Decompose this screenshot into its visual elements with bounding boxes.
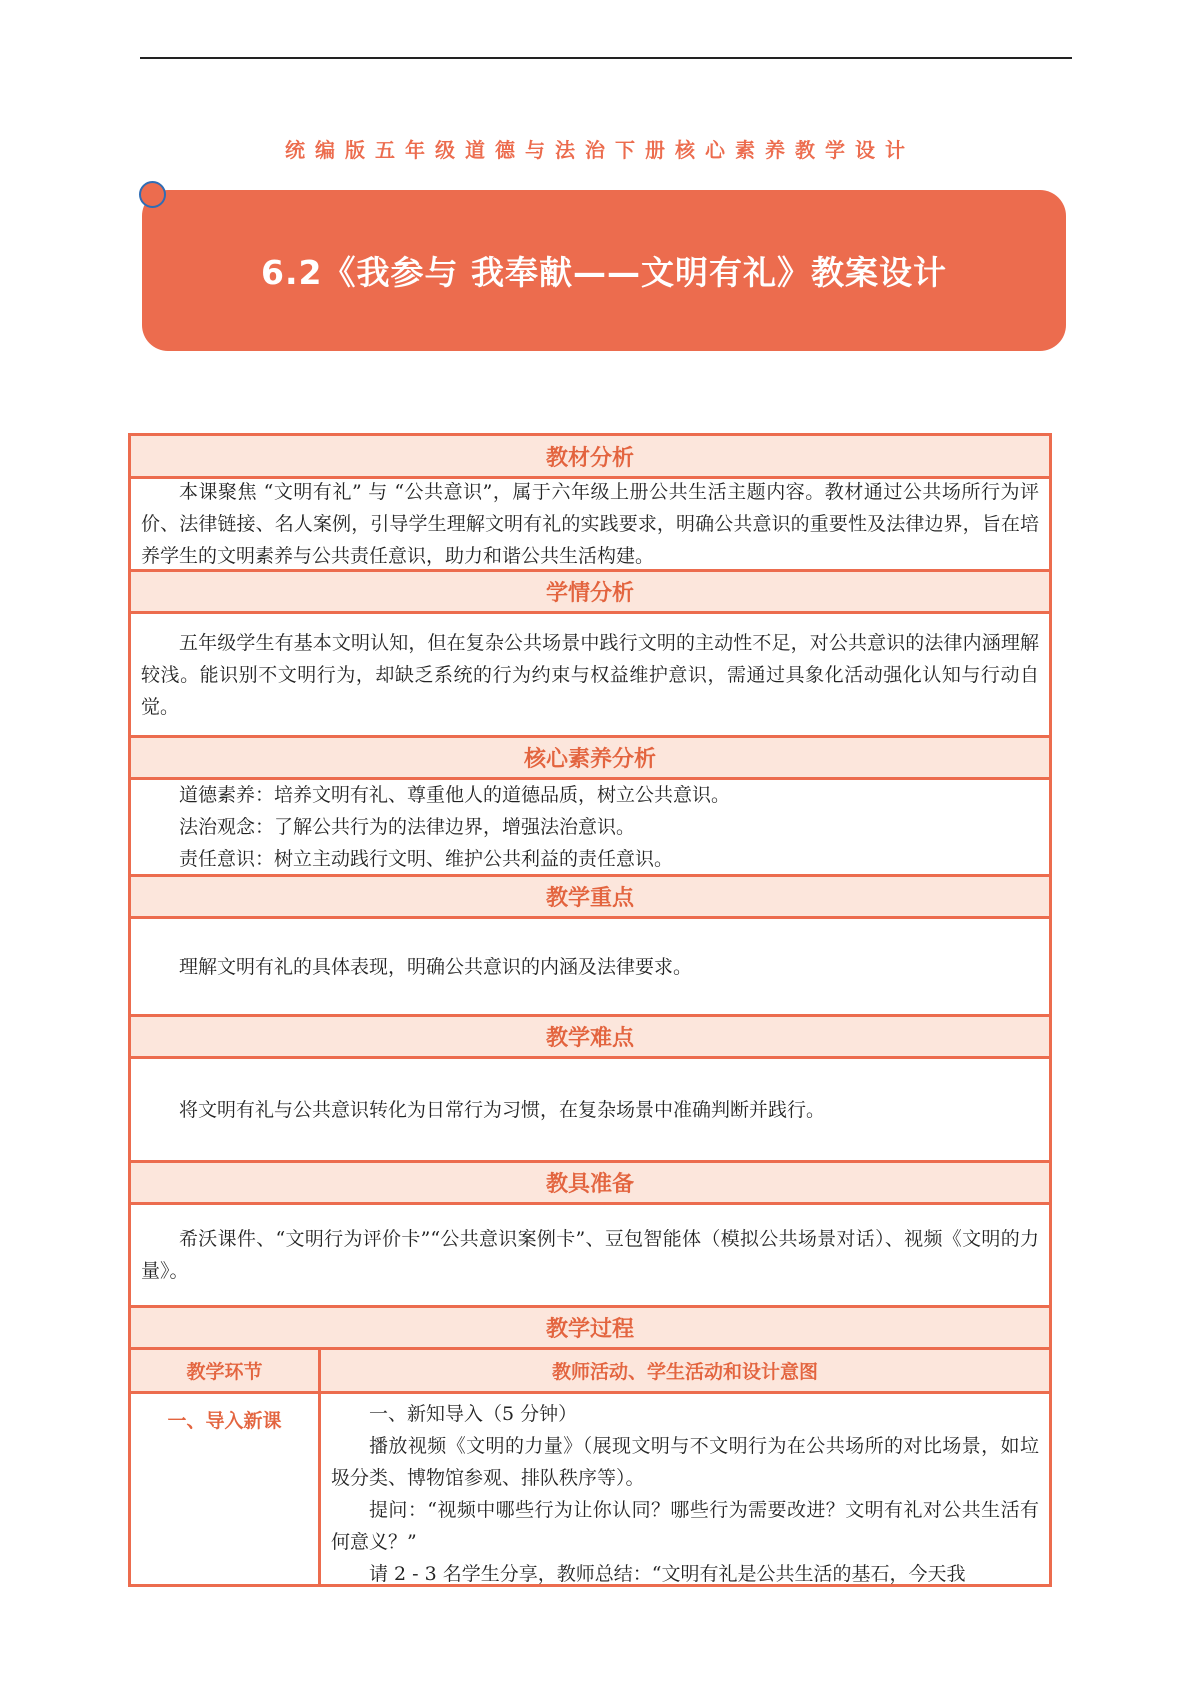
- section-header-process: 教学过程: [131, 1305, 1049, 1347]
- lesson-title: 6.2《我参与 我奉献——文明有礼》教案设计: [261, 253, 947, 292]
- process-activity-cell: [321, 1394, 1049, 1584]
- title-banner: [142, 190, 1066, 351]
- literacy-line-responsibility: 责任意识：树立主动践行文明、维护公共利益的责任意识。: [179, 848, 674, 870]
- column-header-activity: 教师活动、学生活动和设计意图: [551, 1361, 818, 1383]
- activity-line-question: 提问：“视频中哪些行为让你认同？哪些行为需要改进？文明有礼对公共生活有何意义？”: [331, 1499, 1039, 1553]
- section-body-textbook: [131, 476, 1049, 569]
- lesson-plan-table: [128, 433, 1052, 1587]
- literacy-line-law: 法治观念：了解公共行为的法律边界，增强法治意识。: [179, 816, 636, 838]
- difficulty-text: 将文明有礼与公共意识转化为日常行为习惯，在复杂场景中准确判断并践行。: [179, 1098, 826, 1121]
- key-point-text: 理解文明有礼的具体表现，明确公共意识的内涵及法律要求。: [179, 955, 693, 978]
- activity-line-heading: 一、新知导入（5 分钟）: [369, 1403, 578, 1425]
- series-title: 统编版五年级道德与法治下册核心素养教学设计: [285, 138, 915, 162]
- section-body-key-point: [131, 916, 1049, 1014]
- section-header-textbook: 教材分析: [131, 436, 1049, 476]
- section-header-literacy: 核心素养分析: [131, 735, 1049, 777]
- student-analysis-text: 五年级学生有基本文明认知，但在复杂公共场景中践行文明的主动性不足，对公共意识的法律内涵理解较浅。能识别不文明行为，却缺乏系统的行为约束与权益维护意识，需通过具象化活动强化认知与行动自觉。: [141, 631, 1039, 718]
- banner-dot-decoration: [139, 181, 166, 208]
- column-header-stage: 教学环节: [131, 1350, 321, 1391]
- section-body-literacy: [131, 777, 1049, 874]
- top-rule: [140, 57, 1072, 59]
- process-stage-label: 一、导入新课: [131, 1394, 321, 1584]
- section-body-difficulty: [131, 1056, 1049, 1160]
- textbook-analysis-text: 本课聚焦 “文明有礼” 与 “公共意识”，属于六年级上册公共生活主题内容。教材通过公共场所行为评价、法律链接、名人案例，引导学生理解文明有礼的实践要求，明确公共意识的重要性及法律边界，旨在培养学生的文明素养与公共责任意识，助力和谐公共生活构建。: [141, 481, 1039, 567]
- section-body-materials: [131, 1202, 1049, 1305]
- process-column-headers: [131, 1347, 1049, 1391]
- section-header-materials: 教具准备: [131, 1160, 1049, 1202]
- section-header-difficulty: 教学难点: [131, 1014, 1049, 1056]
- activity-line-video: 播放视频《文明的力量》（展现文明与不文明行为在公共场所的对比场景，如垃圾分类、博物馆参观、排队秩序等）。: [331, 1435, 1039, 1489]
- activity-line-summary: 请 2 - 3 名学生分享，教师总结：“文明有礼是公共生活的基石，今天我: [369, 1563, 966, 1584]
- section-header-key-point: 教学重点: [131, 874, 1049, 916]
- literacy-line-moral: 道德素养：培养文明有礼、尊重他人的道德品质，树立公共意识。: [179, 784, 731, 806]
- materials-text: 希沃课件、“文明行为评价卡”“公共意识案例卡”、豆包智能体（模拟公共场景对话）、视频《文明的力量》。: [141, 1228, 1039, 1282]
- process-row: [131, 1391, 1049, 1584]
- section-body-students: [131, 611, 1049, 735]
- section-header-students: 学情分析: [131, 569, 1049, 611]
